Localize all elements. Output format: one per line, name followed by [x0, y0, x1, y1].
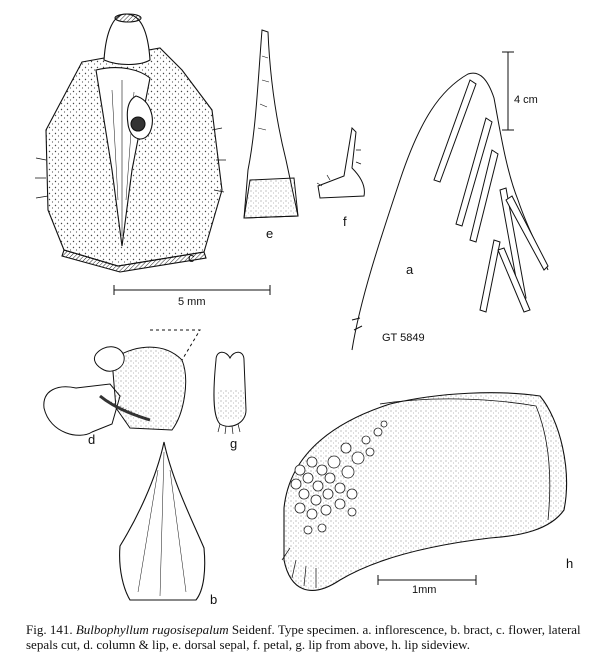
caption-author: Seidenf.: [231, 622, 275, 637]
figure-caption: [26, 622, 586, 652]
lip-above-drawing: [214, 352, 246, 434]
lip-side-drawing: [282, 393, 567, 591]
caption-species: Bulbophyllum rugosisepalum: [75, 622, 229, 637]
scale-inflorescence: 4 cm: [514, 94, 538, 106]
specimen-number: GT 5849: [382, 332, 425, 344]
bract-drawing: [120, 442, 205, 600]
label-e: e: [266, 226, 274, 241]
label-b: b: [210, 592, 218, 607]
scale-lip: 1mm: [412, 584, 437, 596]
label-a: a: [406, 262, 414, 277]
label-c: c: [188, 250, 195, 265]
label-f: f: [343, 214, 347, 229]
petal-drawing: [317, 128, 364, 198]
label-d: d: [88, 432, 96, 447]
scale-flower: 5 mm: [178, 296, 206, 308]
column-lip-drawing: [44, 330, 200, 435]
caption-line2: sepals cut, d. column & lip, e. dorsal sepal, f. petal, g. lip from above, h. lip sideview.: [26, 637, 470, 652]
label-h: h: [566, 556, 574, 571]
dorsal-sepal-drawing: [244, 30, 298, 218]
flower-drawing: [35, 14, 226, 272]
caption-prefix: Fig. 141.: [26, 622, 73, 637]
label-g: g: [230, 436, 238, 451]
caption-line1: Type specimen. a. inflorescence, b. bract, c. flower, lateral: [277, 622, 581, 637]
